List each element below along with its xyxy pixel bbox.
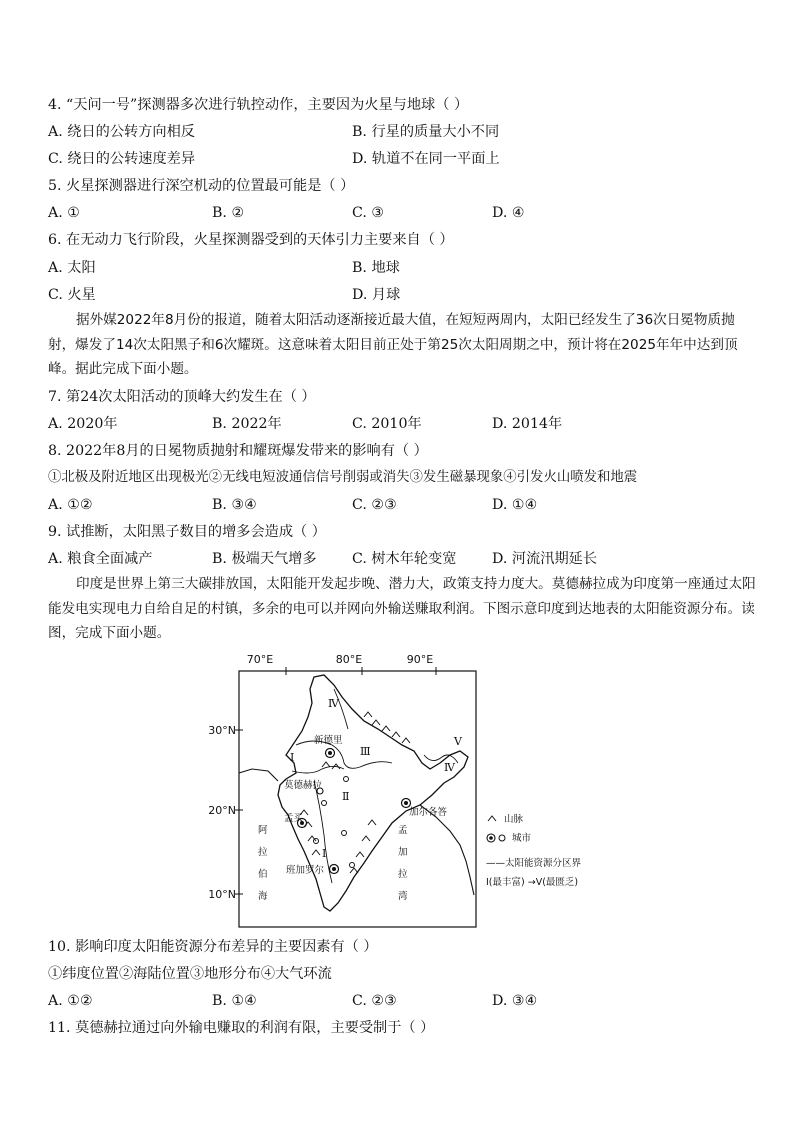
q8-option-c: C. ②③ xyxy=(352,497,397,513)
q9-option-a: A. 粮食全面减产 xyxy=(48,551,153,567)
lat-label-30: 30°N xyxy=(208,724,236,737)
q8-option-a: A. ①② xyxy=(48,497,93,513)
zone-label-1-west: Ⅰ xyxy=(290,751,295,764)
lon-label-90: 90°E xyxy=(406,653,434,666)
q9-option-c: C. 树木年轮变宽 xyxy=(352,551,457,567)
q5-stem: 5. 火星探测器进行深空机动的位置最可能是（ ） xyxy=(48,178,355,194)
q8-option-d: D. ①④ xyxy=(492,497,538,513)
zone-label-1-south: Ⅰ xyxy=(322,847,327,860)
lon-label-70: 70°E xyxy=(246,653,274,666)
lat-label-20: 20°N xyxy=(208,804,236,817)
q8-statements: ①北极及附近地区出现极光②无线电短波通信信号削弱或消失③发生磁暴现象④引发火山喷发和地震 xyxy=(48,470,638,485)
q8-stem: 8. 2022年8月的日冕物质抛射和耀斑爆发带来的影响有（ ） xyxy=(48,443,428,459)
q10-option-c: C. ②③ xyxy=(352,993,397,1009)
passage-india-solar: 印度是世界上第三大碳排放国，太阳能开发起步晚、潜力大，政策支持力度大。莫德赫拉成为印度第一座通过太阳能发电实现电力自给自足的村镇，多余的电可以并网向外输送赚取利润。下图示意印度到达地表的太阳能资源分布。读图，完成下面小题。 xyxy=(48,576,756,641)
sea-east-char-2: 加 xyxy=(398,847,408,858)
q4-option-a: A. 绕日的公转方向相反 xyxy=(48,124,195,140)
q10-statements: ①纬度位置②海陆位置③地形分布④大气环流 xyxy=(48,966,332,982)
lat-label-10: 10°N xyxy=(208,888,236,901)
q5-option-c: C. ③ xyxy=(352,205,385,221)
q9-option-b: B. 极端天气增多 xyxy=(212,551,317,567)
legend-city-icon xyxy=(487,834,505,842)
zone-label-2: Ⅱ xyxy=(342,790,350,803)
city-label-mumbai: 孟买 xyxy=(284,813,304,824)
zone-label-5: Ⅴ xyxy=(454,735,462,748)
q8-option-b: B. ③④ xyxy=(212,497,257,513)
india-solar-map xyxy=(192,645,622,935)
q7-option-a: A. 2020年 xyxy=(48,416,118,432)
zone-label-4-east: Ⅳ xyxy=(444,761,455,774)
q7-option-d: D. 2014年 xyxy=(492,416,563,432)
q10-stem: 10. 影响印度太阳能资源分布差异的主要因素有（ ） xyxy=(48,939,378,955)
passage-solar-activity: 据外媒2022年8月份的报道，随着太阳活动逐渐接近最大值，在短短两周内，太阳已经发生了36次日冕物质抛射，爆发了14次太阳黑子和6次耀斑。这意味着太阳目前正处于第25次太阳周期之中，预计将在2025年年中达到顶峰。据此完成下面小题。 xyxy=(48,312,738,377)
city-label-bangalore: 班加罗尔 xyxy=(286,865,325,876)
q9-stem: 9. 试推断，太阳黑子数目的增多会造成（ ） xyxy=(48,524,326,540)
neighbor-coastline xyxy=(420,805,474,895)
city-label-new-delhi: 新德里 xyxy=(314,735,343,746)
sea-west-char-4: 海 xyxy=(258,891,268,902)
city-label-modhera: 莫德赫拉 xyxy=(284,780,323,791)
q6-option-b: B. 地球 xyxy=(352,260,400,276)
sea-west-char-1: 阿 xyxy=(258,825,268,836)
zone-label-4-north: Ⅳ xyxy=(328,697,339,710)
sea-east-char-1: 孟 xyxy=(398,825,408,836)
western-coastline xyxy=(239,769,278,781)
q6-option-a: A. 太阳 xyxy=(48,260,96,276)
sea-west-char-3: 伯 xyxy=(258,869,268,880)
legend-scale-label: Ⅰ(最丰富) →Ⅴ(最匮乏) xyxy=(486,877,579,888)
city-label-kolkata: 加尔各答 xyxy=(409,807,448,818)
q10-option-d: D. ③④ xyxy=(492,993,538,1009)
q5-option-d: D. ④ xyxy=(492,205,525,221)
q7-option-c: C. 2010年 xyxy=(352,416,422,432)
sea-west-char-2: 拉 xyxy=(258,847,268,858)
q9-option-d: D. 河流汛期延长 xyxy=(492,551,598,567)
q6-stem: 6. 在无动力飞行阶段，火星探测器受到的天体引力主要来自（ ） xyxy=(48,232,454,248)
legend-mountain-icon xyxy=(488,816,496,821)
q4-option-b: B. 行星的质量大小不同 xyxy=(352,124,500,140)
q7-option-b: B. 2022年 xyxy=(212,416,282,432)
q10-option-b: B. ①④ xyxy=(212,993,257,1009)
sea-east-char-3: 拉 xyxy=(398,869,408,880)
legend-mountain-label: 山脉 xyxy=(504,814,524,825)
lon-label-80: 80°E xyxy=(335,653,363,666)
q6-option-c: C. 火星 xyxy=(48,287,96,303)
legend-city-label: 城市 xyxy=(512,833,532,844)
q4-option-d: D. 轨道不在同一平面上 xyxy=(352,151,500,167)
q5-option-a: A. ① xyxy=(48,205,80,221)
q11-stem: 11. 莫德赫拉通过向外输电赚取的利润有限，主要受制于（ ） xyxy=(48,1020,435,1036)
q10-option-a: A. ①② xyxy=(48,993,93,1009)
sea-east-char-4: 湾 xyxy=(398,891,408,902)
q7-stem: 7. 第24次太阳活动的顶峰大约发生在（ ） xyxy=(48,389,316,405)
zone-label-3: Ⅲ xyxy=(360,745,371,758)
legend-boundary-label: ——太阳能资源分区界 xyxy=(486,858,582,869)
q5-option-b: B. ② xyxy=(212,205,245,221)
q6-option-d: D. 月球 xyxy=(352,287,401,303)
q4-option-c: C. 绕日的公转速度差异 xyxy=(48,151,196,167)
q4-stem: 4. “天问一号”探测器多次进行轨控动作，主要因为火星与地球（ ） xyxy=(48,97,469,113)
